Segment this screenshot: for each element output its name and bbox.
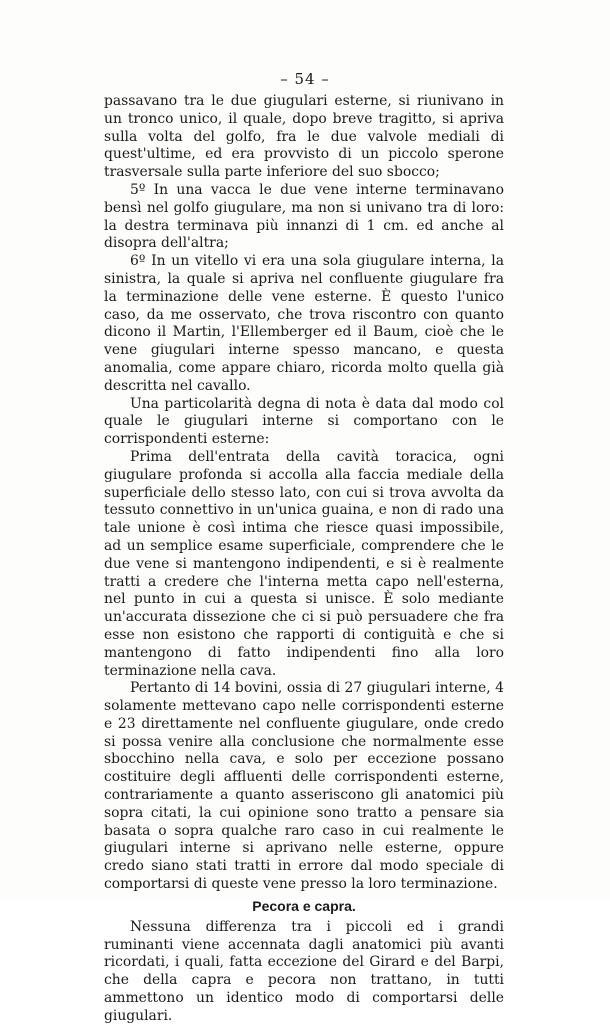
paragraph: 5º In una vacca le due vene interne terminavano bensì nel golfo giugulare, ma non si univano tra di loro: la destra terminava più innanzi di 1 cm. ed anche al disopra dell'altra; (104, 181, 504, 252)
section-heading: Pecora e capra. (252, 897, 356, 914)
paragraph: 6º In un vitello vi era una sola giugulare interna, la sinistra, la quale si apriva nel confluente giugulare fra la terminazione delle vene esterne. È questo l'unico caso, da me osservato, che trova riscontro con quanto dicono il Martin, l'Ellemberger ed il Baum, cioè che le vene giugulari interne spesso mancano, e questa anomalia, come appare chiaro, ricorda molto quella già descritta nel cavallo. (104, 253, 504, 394)
paragraph: Pertanto di 14 bovini, ossia di 27 giugulari interne, 4 solamente mettevano capo nelle corrispondenti esterne e 23 direttamente nel confluente giugulare, onde credo si possa venire alla conclusione che normalmente esse sbocchino nella cava, e solo per eccezione possano costituire degli affluenti delle corrispondenti esterne, contrariamente a quanto asseriscono gli anatomici più sopra citati, la cui opinione sono tratto a pensare sia basata o sopra qualche raro caso in cui realmente le giugulari interne si aprivano nelle esterne, oppure credo siano stati tratti in errore dal modo speciale di comportarsi di queste vene presso la loro terminazione. (104, 680, 504, 893)
paragraph: passavano tra le due giugulari esterne, si riunivano in un tronco unico, il quale, dopo breve tragitto, si apriva sulla volta del golfo, fra le due valvole mediali di quest'ultime, ed era provvisto di un piccolo sperone trasversale sulla parte inferiore del suo sbocco; (104, 93, 504, 181)
body-text (104, 93, 504, 1026)
paragraph: Nessuna differenza tra i piccoli ed i grandi ruminanti viene accennata dagli anatomici più avanti ricordati, i quali, fatta eccezione del Girard e del Barpi, che della capra e pecora non trattano, in tutti ammettono un identico modo di comportarsi delle giugulari. (104, 918, 504, 1024)
page-number: – 54 – (280, 70, 330, 88)
paragraph: Prima dell'entrata della cavità toracica, ogni giugulare profonda si accolla alla faccia mediale della superficiale dello stesso lato, con cui si trova avvolta da tessuto connettivo in un'unica guaina, e non di rado una tale unione è così intima che riesce quasi impossibile, ad un semplice esame superficiale, comprendere che le due vene si mantengono indipendenti, e si è realmente tratti a credere che l'interna metta capo nell'esterna, nel punto in cui a questa si unisce. È solo mediante un'accurata dissezione che ci si può persuadere che fra esse non esistono che rapporti di contiguità e che si mantengono di fatto indipendenti fino alla loro terminazione nella cava. (104, 448, 504, 679)
paragraph: Una particolarità degna di nota è data dal modo col quale le giugulari interne si comportano con le corrispondenti esterne: (104, 395, 504, 448)
